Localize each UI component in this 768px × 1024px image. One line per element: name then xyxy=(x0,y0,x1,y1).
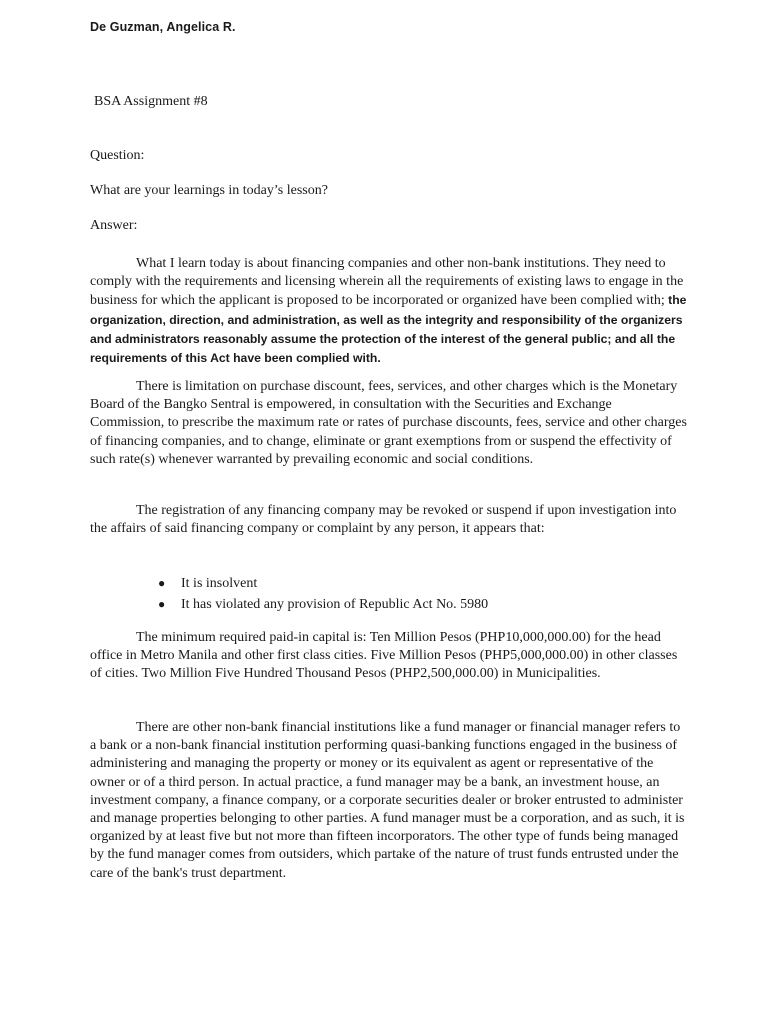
author-name: De Guzman, Angelica R. xyxy=(90,20,236,34)
paragraph-text: There is limitation on purchase discount, fees, services, and other charges which is the Monetary Board of the Bangko Sentral is empowered, in consultation with the Securities and Exchange Commission, to prescribe the maximum rate or rates of purchase discounts, fees, service and other charges of financing companies, and to change, eliminate or grant exemptions from or suspend the effectivity of such rate(s) whenever warranted by prevailing economic and social conditions. xyxy=(90,379,687,467)
list-item xyxy=(158,594,488,615)
assignment-title: BSA Assignment #8 xyxy=(94,94,208,109)
list-item xyxy=(158,573,488,594)
paragraph-financing-requirements xyxy=(90,255,688,368)
paragraph-bold-text: the organization, direction, and administration, as well as the integrity and responsibility of the organizers and administrators reasonably assume the protection of the interest of the general public; and all the requirements of this Act have been complied with. xyxy=(90,293,687,366)
question-label: Question: xyxy=(90,148,145,163)
paragraph-fund-manager xyxy=(90,719,688,883)
answer-label: Answer: xyxy=(90,218,138,233)
paragraph-paid-in-capital xyxy=(90,629,688,684)
paragraph-text: The registration of any financing company may be revoked or suspend if upon investigation into the affairs of said financing company or complaint by any person, it appears that: xyxy=(90,503,677,537)
question-text: What are your learnings in today’s lesson? xyxy=(90,183,328,198)
paragraph-text: There are other non-bank financial institutions like a fund manager or financial manager refers to a bank or a non-bank financial institution performing quasi-banking functions engaged in the business of administering and managing the property or money or its equivalent as agent or representative of the owner or of a third person. In actual practice, a fund manager may be a bank, an investment house, an investment company, a finance company, or a corporate securities dealer or broker entrusted to administer and manage properties belonging to other parties. A fund manager must be a corporation, and as such, it is organized by at least five but not more than fifteen incorporators. The other type of funds being managed by the fund manager comes from outsiders, which partake of the nature of trust funds entrusted under the care of the bank's trust department. xyxy=(90,720,685,881)
paragraph-text: What I learn today is about financing companies and other non-bank institutions. They need to comply with the requirements and licensing wherein all the requirements of existing laws to engage in the business for which the applicant is proposed to be incorporated or organized have been complied with; xyxy=(90,256,684,309)
bullet-icon: ● xyxy=(158,576,166,590)
bullet-icon: ● xyxy=(158,597,166,611)
paragraph-charges-limitation xyxy=(90,378,688,469)
bullet-list xyxy=(158,573,488,615)
list-item-text: It is insolvent xyxy=(181,575,258,591)
list-item-text: It has violated any provision of Republic Act No. 5980 xyxy=(181,596,489,612)
paragraph-text: The minimum required paid-in capital is: Ten Million Pesos (PHP10,000,000.00) for the head office in Metro Manila and other first class cities. Five Million Pesos (PHP5,000,000.00) in other classes of cities. Two Million Five Hundred Thousand Pesos (PHP2,500,000.00) in Municipalities. xyxy=(90,630,678,682)
paragraph-registration-revocation xyxy=(90,502,688,538)
